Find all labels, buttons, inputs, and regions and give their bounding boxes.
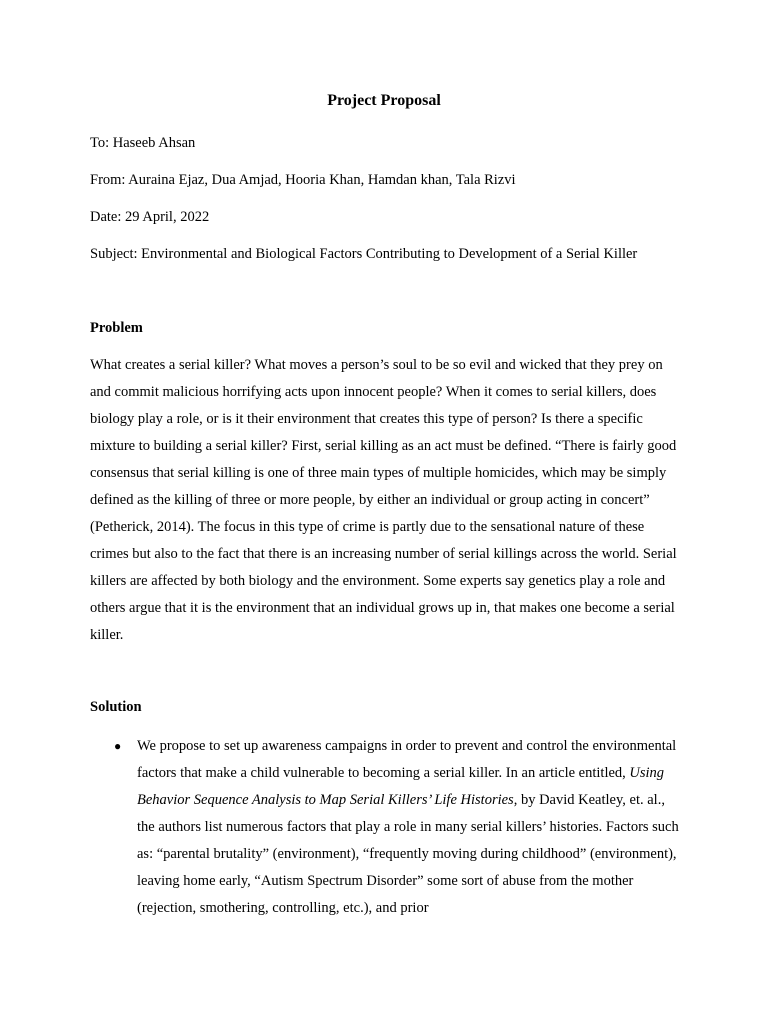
bullet-text-after: , by David Keatley, et. al., the authors list numerous factors that play a role in many serial killers’ histories. Factors such as: “parental brutality” (environment), “frequently moving during childhood” (environment), leaving home early, “Autism Spectrum Disorder” some sort of abuse from the mother (rejection, smothering, controlling, etc.), and prior: [137, 792, 679, 916]
memo-subject: Subject: Environmental and Biological Factors Contributing to Development of a Serial Killer: [90, 246, 638, 262]
list-item: [90, 733, 680, 922]
solution-heading: Solution: [90, 699, 142, 715]
solution-list: [90, 733, 680, 922]
memo-from: From: Auraina Ejaz, Dua Amjad, Hooria Khan, Hamdan khan, Tala Rizvi: [90, 172, 516, 188]
bullet-icon: ●: [114, 739, 122, 753]
problem-heading: Problem: [90, 320, 143, 336]
problem-paragraph: What creates a serial killer? What moves a person’s soul to be so evil and wicked that they prey on and commit malicious horrifying acts upon innocent people? When it comes to serial killers, does biology play a role, or is it their environment that creates this type of person? Is there a specific mixture to building a serial killer? First, serial killing as an act must be defined. “There is fairly good consensus that serial killing is one of three main types of multiple homicides, which may be simply defined as the killing of three or more people, by either an individual or group acting in concert” (Petherick, 2014). The focus in this type of crime is partly due to the sensational nature of these crimes but also to the fact that there is an increasing number of serial killings across the world. Serial killers are affected by both biology and the environment. Some experts say genetics play a role and others argue that it is the environment that an individual grows up in, that makes one become a serial killer.: [90, 357, 677, 643]
document-title: Project Proposal: [327, 92, 441, 109]
memo-to: To: Haseeb Ahsan: [90, 135, 196, 151]
bullet-text-before: We propose to set up awareness campaigns in order to prevent and control the environmental factors that make a child vulnerable to becoming a serial killer. In an article entitled,: [137, 738, 677, 781]
memo-date: Date: 29 April, 2022: [90, 209, 210, 225]
article-title: Using Behavior Sequence Analysis to Map Serial Killers’ Life Histories: [137, 765, 665, 808]
